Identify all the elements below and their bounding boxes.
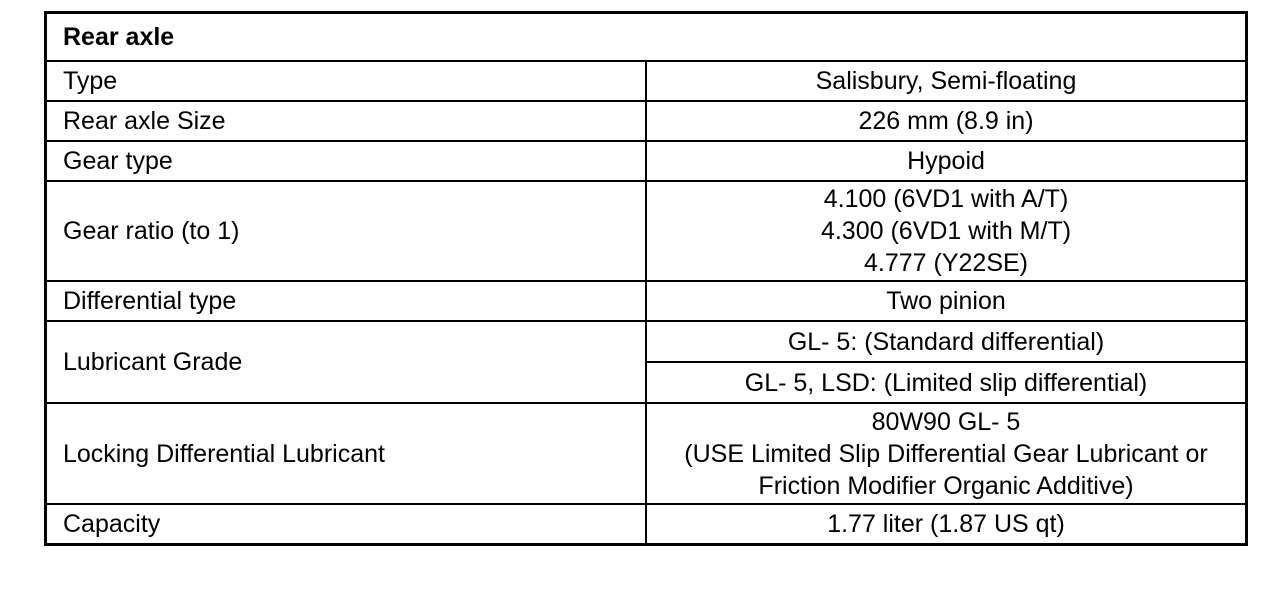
row-value-lubricant-grade-lsd: GL- 5, LSD: (Limited slip differential) [646,362,1247,403]
row-label-capacity: Capacity [46,504,647,545]
row-label-locking-differential-lubricant: Locking Differential Lubricant [46,403,647,504]
table-row [46,181,1247,281]
table-row [46,101,1247,141]
gear-ratio-line: 4.777 (Y22SE) [864,249,1028,277]
row-value-type: Salisbury, Semi-floating [646,61,1247,101]
row-label-differential-type: Differential type [46,281,647,321]
row-value-gear-type: Hypoid [646,141,1247,181]
row-value-capacity: 1.77 liter (1.87 US qt) [646,504,1247,545]
row-value-rear-axle-size: 226 mm (8.9 in) [646,101,1247,141]
table-row [46,321,1247,362]
table-row [46,141,1247,181]
row-label-gear-type: Gear type [46,141,647,181]
gear-ratio-line: 4.300 (6VD1 with M/T) [820,217,1072,245]
gear-ratio-line: 4.100 (6VD1 with A/T) [823,185,1069,213]
row-label-rear-axle-size: Rear axle Size [46,101,647,141]
row-value-locking-differential-lubricant [646,403,1247,504]
table-title-row [46,13,1247,62]
lubricant-line: 80W90 GL- 5 [871,407,1021,436]
lubricant-line: Friction Modifier Organic Additive) [758,471,1134,500]
table-title: Rear axle [46,13,1247,62]
row-value-lubricant-grade-standard: GL- 5: (Standard differential) [646,321,1247,362]
row-label-lubricant-grade: Lubricant Grade [46,321,647,403]
row-value-differential-type: Two pinion [646,281,1247,321]
table-row [46,504,1247,545]
table-row [46,403,1247,504]
lubricant-line: (USE Limited Slip Differential Gear Lubricant or [684,439,1208,468]
table-row [46,281,1247,321]
table-row [46,61,1247,101]
row-value-gear-ratio [646,181,1247,281]
row-label-type: Type [46,61,647,101]
row-label-gear-ratio: Gear ratio (to 1) [46,181,647,281]
rear-axle-spec-table [44,11,1248,546]
